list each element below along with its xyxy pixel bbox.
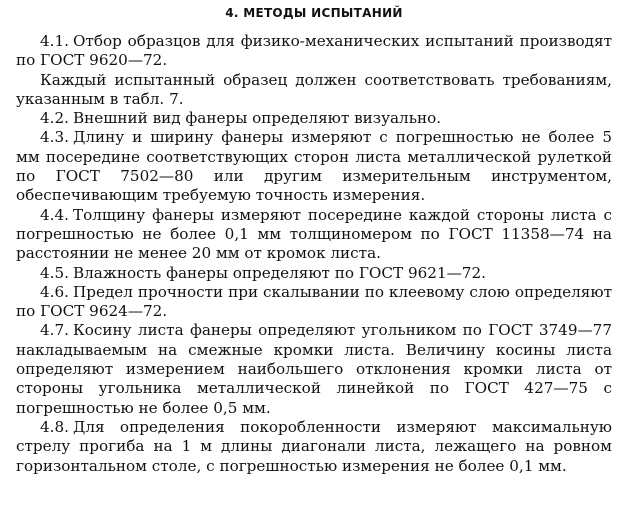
paragraph-text: Отбор образцов для физико-механических испытаний производят по ГОСТ 9620—72. [16,32,612,70]
paragraph-4-1 [16,32,612,71]
paragraph-4-6 [16,283,612,322]
paragraph-number: 4.3. [40,128,69,147]
paragraph-text: Внешний вид фанеры определяют визуально. [72,109,442,128]
paragraph-text: Длину и ширину фанеры измеряют с погрешностью не более 5 мм посередине соответствующих сторон листа металлической рулеткой по ГОСТ 7502—80 или другим измерительным инструментом, обеспечивающим требуемую точность измерения. [16,128,612,205]
paragraph-4-1-continued [16,71,612,110]
paragraph-number: 4.4. [40,205,69,224]
paragraph-number: 4.1. [40,32,69,50]
paragraph-4-7 [16,321,612,417]
paragraph-number: 4.8. [40,417,69,436]
paragraph-number: 4.7. [40,321,69,340]
paragraph-4-3 [16,128,612,205]
paragraph-text: Толщину фанеры измеряют посередине каждой стороны листа с погрешностью не более 0,1 мм толщиномером по ГОСТ 11358—74 на расстоянии не менее 20 мм от кромок листа. [16,205,612,263]
paragraph-text: Влажность фанеры определяют по ГОСТ 9621—72. [72,263,486,282]
paragraph-4-4 [16,206,612,264]
document-page [16,6,612,476]
section-heading: 4. МЕТОДЫ ИСПЫТАНИЙ [225,6,403,20]
paragraph-number: 4.6. [40,282,69,301]
paragraph-text: Для определения покоробленности измеряют максимальную стрелу прогиба на 1 м длины диагонали листа, лежащего на ровном горизонтальном столе, с погрешностью измерения не более 0,1 мм. [16,417,612,475]
paragraph-text: Предел прочности при скалывании по клеевому слою определяют по ГОСТ 9624—72. [16,282,612,321]
paragraph-4-2 [16,109,612,128]
paragraph-text: Каждый испытанный образец должен соответствовать требованиям, указанным в табл. 7. [16,70,612,108]
paragraph-number: 4.2. [40,109,69,128]
paragraph-text: Косину листа фанеры определяют угольником по ГОСТ 3749—77 накладываемым на смежные кромки листа. Величину косины листа определяют измерением наибольшего отклонения кромки листа от стороны угольника металлической линейкой по ГОСТ 427—75 с погрешностью не более 0,5 мм. [16,321,612,417]
paragraph-4-8 [16,418,612,476]
paragraph-4-5 [16,264,612,283]
paragraph-number: 4.5. [40,263,69,282]
